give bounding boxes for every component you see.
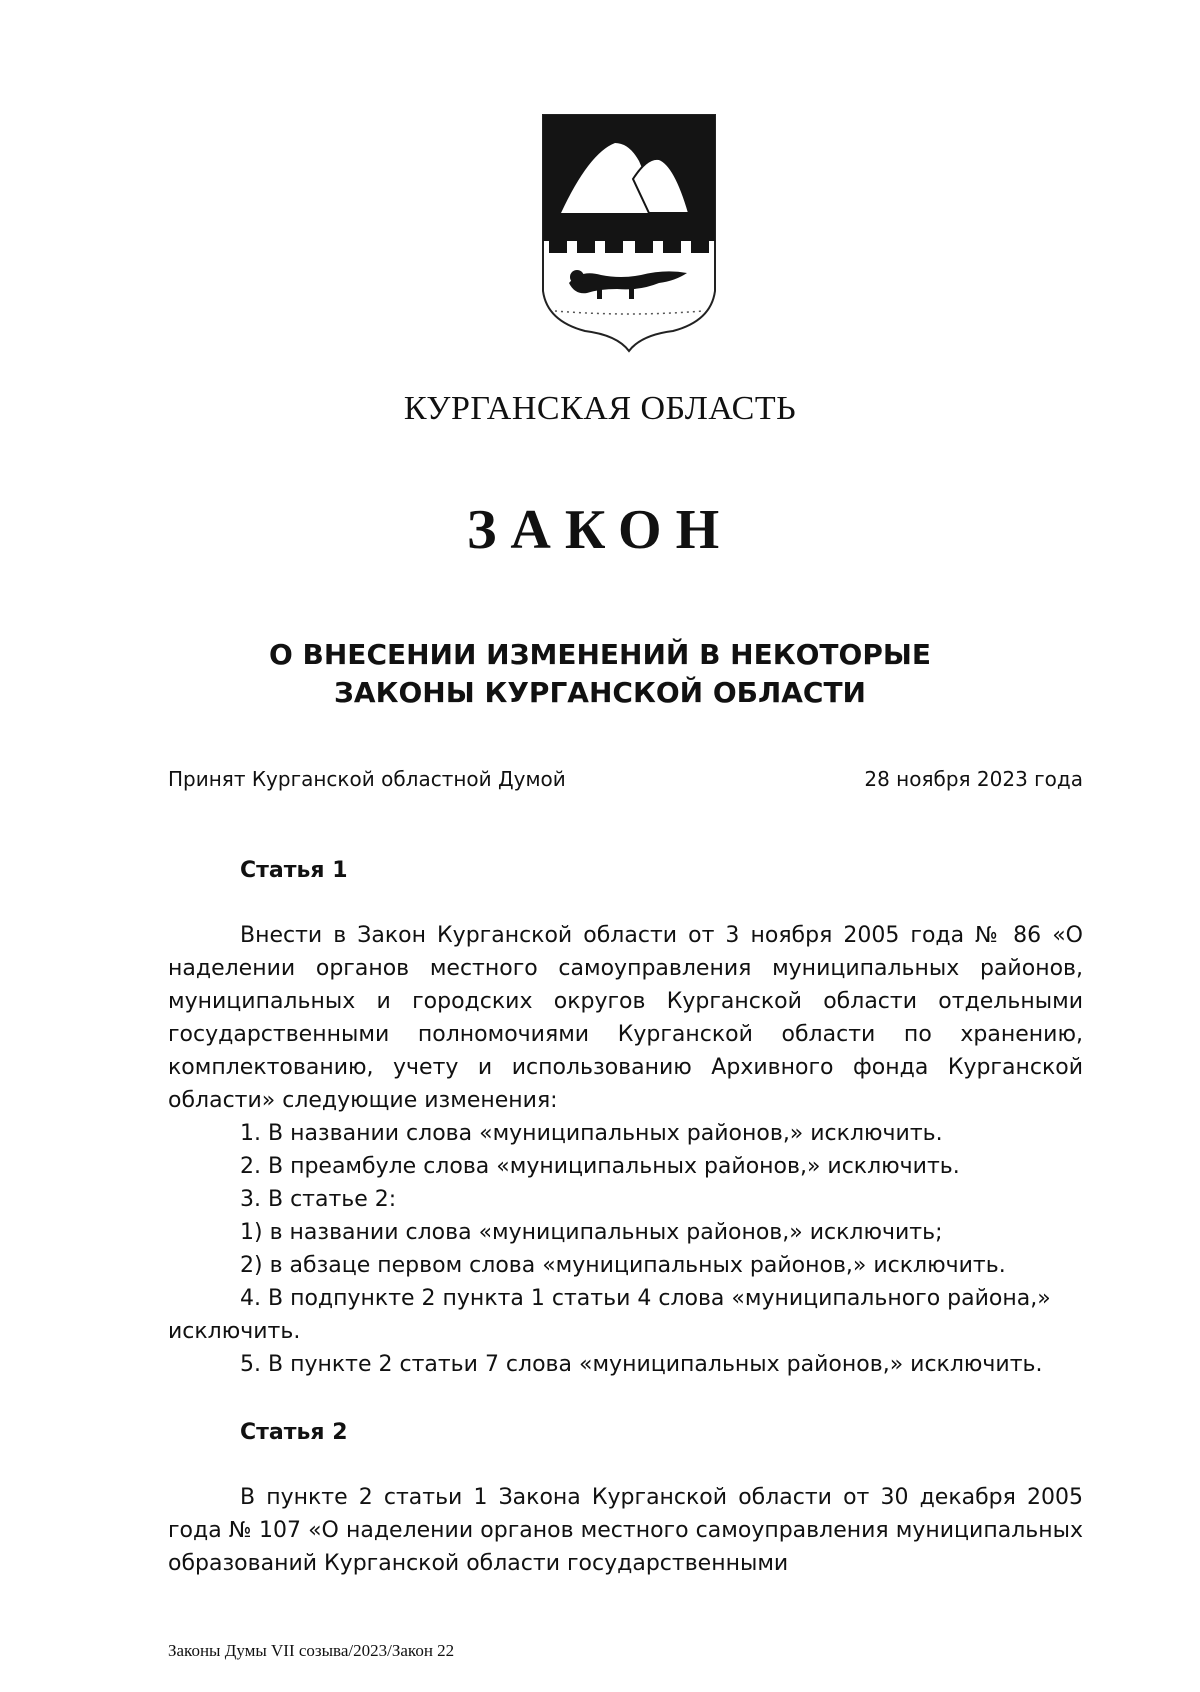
adoption-row [168,767,1083,791]
article-1-intro: Внести в Закон Курганской области от 3 ноября 2005 года № 86 «О наделении органов местного самоуправления муниципальных районов, муниципальных и городских округов Курганской области отдельными государственными полномочиями Курганской области по хранению, комплектованию, учету и использованию Архивного фонда Курганской области» следующие изменения: [168,923,1083,1113]
document-type: ЗАКОН [466,499,734,561]
adopted-by: Принят Курганской областной Думой [168,767,566,791]
article-1-body [168,919,1083,1381]
list-item: 2. В преамбуле слова «муниципальных районов,» исключить. [240,1154,960,1179]
adoption-date: 28 ноября 2023 года [864,767,1083,791]
article-2-body [168,1481,1083,1580]
page-footer: Законы Думы VII созыва/2023/Закон 22 [168,1641,455,1660]
list-item: 1) в названии слова «муниципальных районов,» исключить; [240,1220,943,1245]
law-title-line: О ВНЕСЕНИИ ИЗМЕНЕНИЙ В НЕКОТОРЫЕ [268,638,931,671]
region-title: КУРГАНСКАЯ ОБЛАСТЬ [403,390,797,427]
law-title-line: ЗАКОНЫ КУРГАНСКОЙ ОБЛАСТИ [334,676,866,709]
law-title [0,636,1200,712]
article-2-text: В пункте 2 статьи 1 Закона Курганской области от 30 декабря 2005 года № 107 «О наделении органов местного самоуправления муниципальных образований Курганской области государственными [168,1485,1083,1576]
list-item: 4. В подпункте 2 пункта 1 статьи 4 слова «муниципального района,» исключить. [168,1286,1051,1344]
article-2-heading: Статья 2 [240,1420,348,1445]
list-item: 3. В статье 2: [240,1187,397,1212]
coat-of-arms-icon [541,113,717,353]
list-item: 5. В пункте 2 статьи 7 слова «муниципальных районов,» исключить. [240,1352,1043,1377]
list-item: 1. В названии слова «муниципальных районов,» исключить. [240,1121,943,1146]
article-1-heading: Статья 1 [240,858,348,883]
list-item: 2) в абзаце первом слова «муниципальных районов,» исключить. [240,1253,1006,1278]
